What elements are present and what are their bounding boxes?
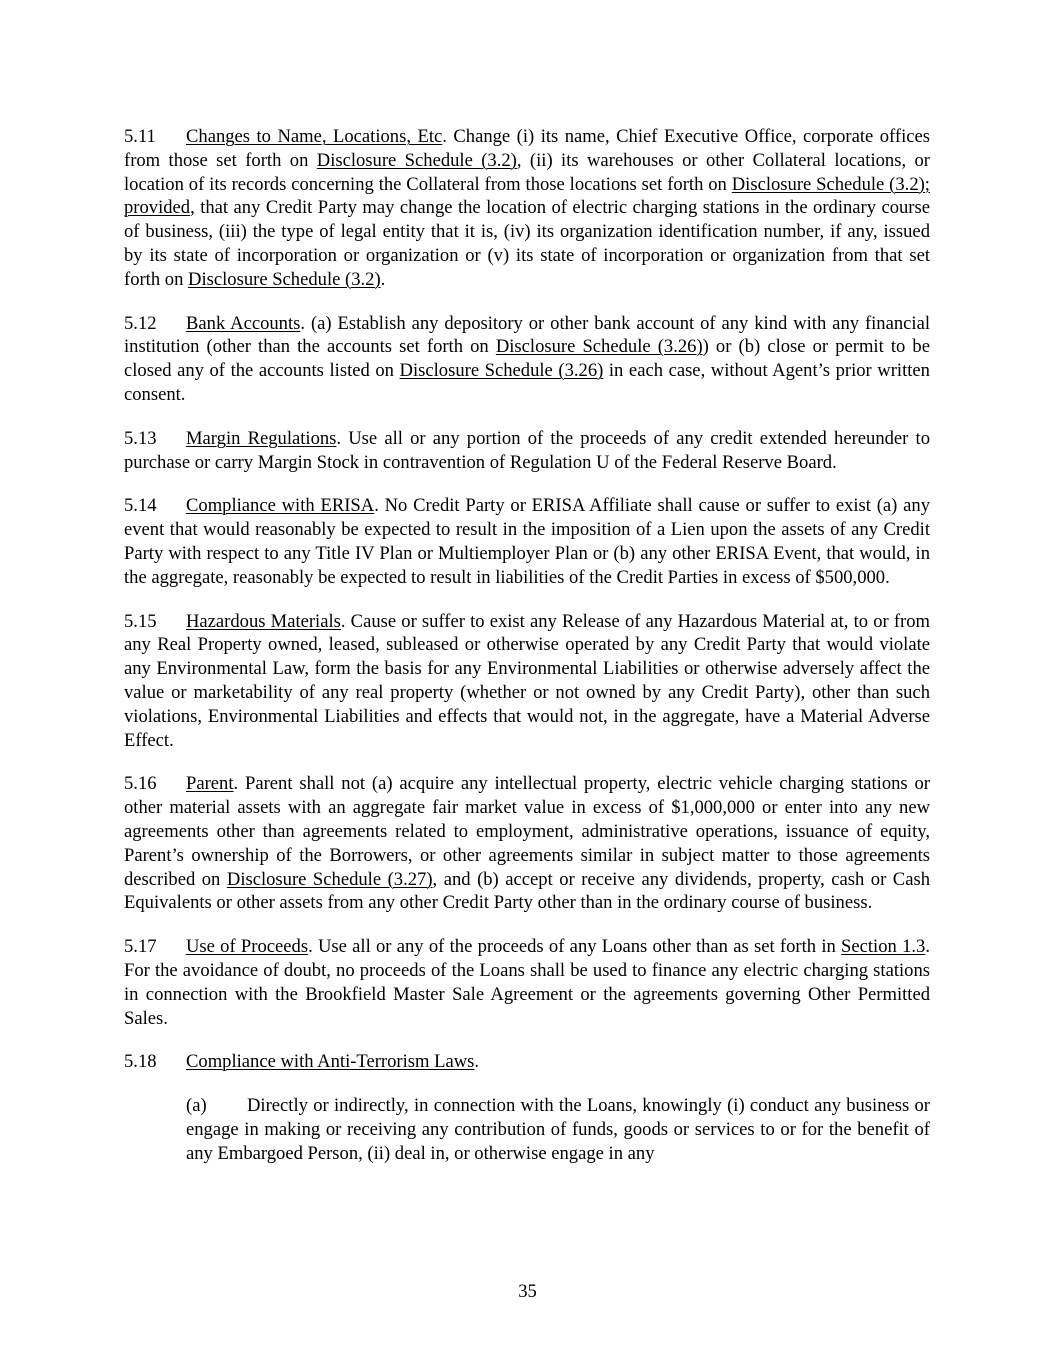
section-reference: Section 1.3 [841, 936, 926, 958]
subsection-text: Directly or indirectly, in connection with the Loans, knowingly (i) conduct any business or engage in making or receiving any contribution of funds, goods or services to or for the benefit of any Embargoed Person, (ii) deal in, or otherwise engage in any [186, 1095, 930, 1164]
section-number: 5.15 [124, 610, 157, 632]
section-number: 5.11 [124, 126, 156, 147]
section-text: . No Credit Party or ERISA Affiliate shall cause or suffer to exist (a) any event that would reasonably be expected to result in the imposition of a Lien upon the assets of any Credit Party with respect to any Title IV Plan or Multiemployer Plan or (b) any other ERISA Event, that would, in the aggregate, reasonably be expected to result in liabilities of the Credit Parties in excess of $500,000. [124, 495, 930, 588]
section-heading: Bank Accounts [186, 312, 301, 334]
section-text: . Cause or suffer to exist any Release of any Hazardous Material at, to or from any Real Property owned, leased, subleased or otherwise operated by any Credit Party that would violate any Environmental Law, form the basis for any Environmental Liabilities or otherwise adversely affect the value or marketability of any real property (whether or not owned by any Credit Party), other than such violations, Environmental Liabilities and effects that would not, in the aggregate, have a Material Adverse Effect. [124, 610, 930, 751]
schedule-reference: Disclosure Schedule (3.26) [399, 360, 604, 382]
section-text: . (a) Establish any depository or other bank account of any kind with any financial institution (other than the accounts set forth on [124, 312, 930, 358]
section-heading: Parent [186, 773, 234, 795]
document-body [124, 125, 930, 1185]
section-text: in each case, without Agent’s prior written consent. [124, 360, 930, 405]
section-5-17 [124, 935, 930, 1030]
section-number: 5.17 [124, 936, 157, 958]
section-5-12 [124, 312, 930, 407]
section-5-15 [124, 610, 930, 753]
section-text: , that any Credit Party may change the location of electric charging stations in the ordinary course of business, (iii) the type of legal entity that it is, (iv) its organization identification number, if any, issued by its state of incorporation or organization or (v) its state of incorporation or organization from that set forth on [124, 197, 930, 290]
section-heading: Use of Proceeds [186, 936, 309, 958]
section-5-16 [124, 772, 930, 915]
schedule-reference: Disclosure Schedule (3.26) [495, 336, 703, 358]
section-heading: Changes to Name, Locations, Etc [186, 126, 443, 147]
schedule-reference: Disclosure Schedule (3.2) [316, 149, 517, 171]
section-text: . Parent shall not (a) acquire any intellectual property, electric vehicle charging stations or other material assets with an aggregate fair market value in excess of $1,000,000 or enter into any new agreements other than agreements related to employment, administrative operations, issuance of equity, Parent’s ownership of the Borrowers, or other agreements similar in subject matter to those agreements described on [124, 773, 930, 890]
schedule-reference: Disclosure Schedule (3.2) [188, 268, 381, 290]
section-number: 5.13 [124, 427, 157, 449]
schedule-reference: Disclosure Schedule (3.27) [226, 868, 433, 890]
section-heading: Compliance with ERISA [186, 495, 375, 517]
section-5-18 [124, 1050, 930, 1074]
section-text: ) or (b) close or permit to be closed any of the accounts listed on [124, 336, 930, 382]
section-text: . Use all or any of the proceeds of any Loans other than as set forth in [308, 936, 842, 958]
section-text: . For the avoidance of doubt, no proceeds of the Loans shall be used to finance any electric charging stations in connection with the Brookfield Master Sale Agreement or the agreements governing Other Permitted Sales. [124, 936, 930, 1029]
section-text: . Change (i) its name, Chief Executive Office, corporate offices from those set forth on [124, 126, 930, 171]
section-number: 5.18 [124, 1051, 157, 1073]
section-text: . [380, 268, 386, 290]
section-text: , and (b) accept or receive any dividends, property, cash or Cash Equivalents or other assets from any other Credit Party other than in the ordinary course of business. [124, 868, 930, 914]
section-number: 5.16 [124, 773, 157, 795]
section-text: . [474, 1051, 480, 1073]
section-heading: Hazardous Materials [186, 610, 341, 632]
section-text: . Use all or any portion of the proceeds of any credit extended hereunder to purchase or carry Margin Stock in contravention of Regulation U of the Federal Reserve Board. [124, 427, 930, 473]
section-5-14 [124, 494, 930, 589]
subsection-label: (a) [186, 1095, 207, 1117]
subsection-5-18-a [186, 1094, 930, 1165]
section-5-13 [124, 427, 930, 475]
schedule-reference: Disclosure Schedule (3.2); [731, 173, 930, 195]
section-heading: Margin Regulations [186, 427, 337, 449]
page-number: 35 [518, 1281, 537, 1302]
section-5-11 [124, 125, 930, 292]
section-text: , (ii) its warehouses or other Collateral locations, or location of its records concerning the Collateral from those locations set forth on [124, 149, 930, 195]
section-heading: Compliance with Anti-Terrorism Laws [186, 1051, 475, 1073]
section-number: 5.12 [124, 312, 157, 334]
section-number: 5.14 [124, 495, 157, 517]
provided-term: provided [124, 197, 191, 219]
